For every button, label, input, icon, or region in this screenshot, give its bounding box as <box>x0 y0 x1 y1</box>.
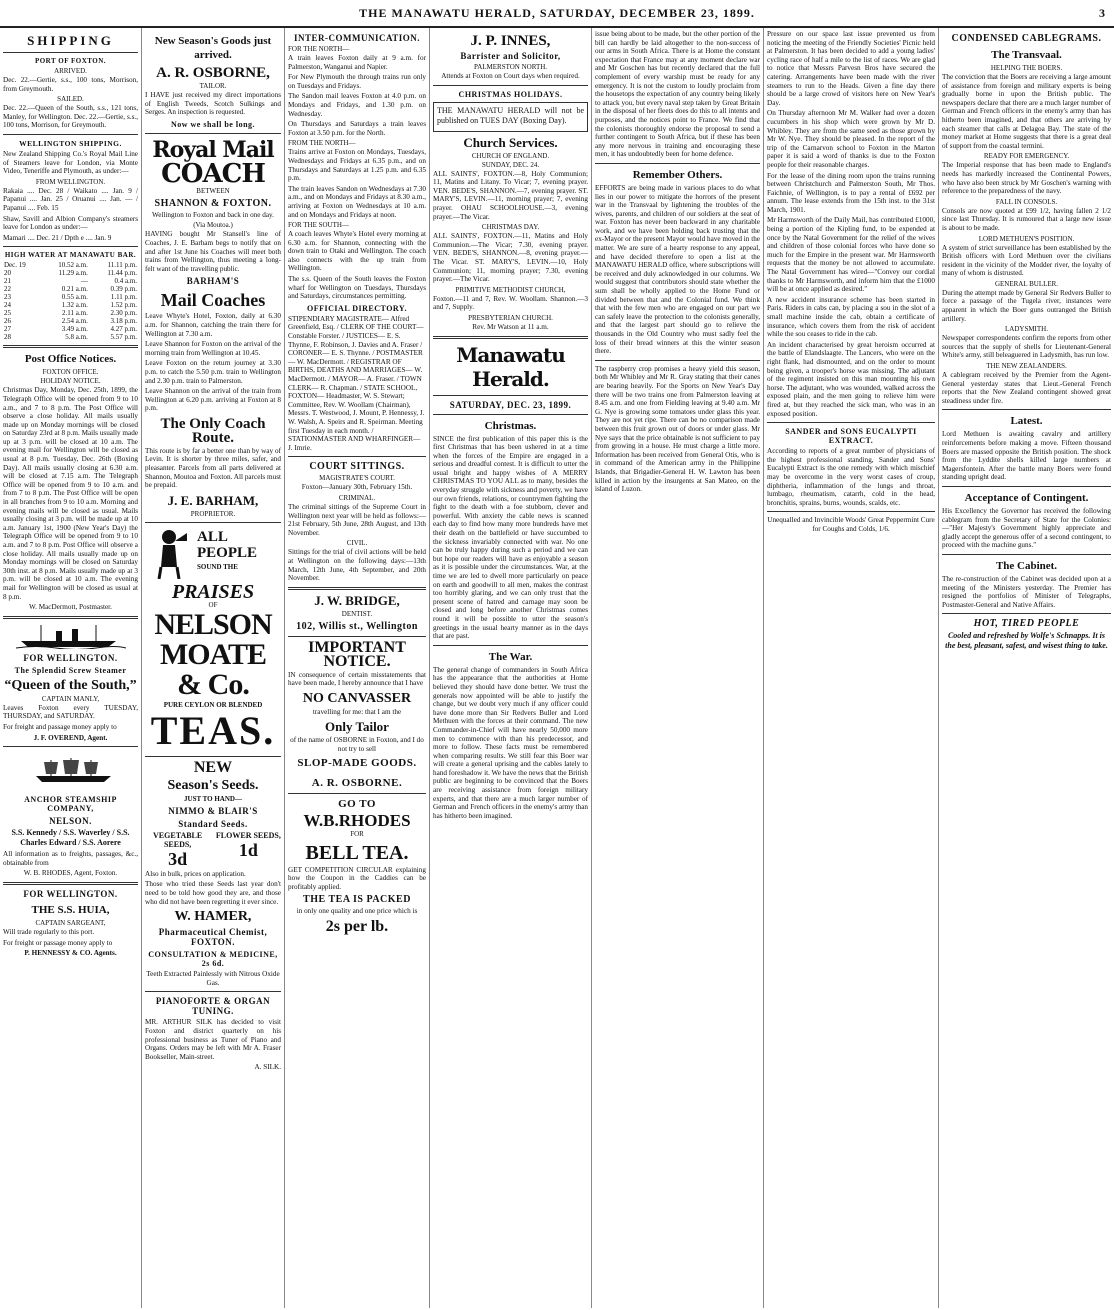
inter-heading: INTER-COMMUNICATION. <box>293 33 421 43</box>
column-6 <box>764 28 939 1308</box>
between-label: BETWEEN <box>196 186 230 195</box>
north-4: On Thursdays and Saturdays a train leaves Foxton at 3.50 p.m. for the North. <box>288 120 426 137</box>
slop-made: SLOP-MADE GOODS. <box>297 756 417 769</box>
nzers-text: A cablegram received by the Premier from the Agent-General yesterday states that Lieut.-General French reports that the New Zealand contingent showed great steadiness under fire. <box>942 371 1111 405</box>
holidays-heading: CHRISTMAS HOLIDAYS. <box>458 89 563 99</box>
war-heading: The War. <box>488 650 533 663</box>
mail-coach-3: Leave Foxton on the return journey at 3.30 p.m. to catch the 5.50 p.m. train to Wellington and 2.30 p.m. train to Palmerston. <box>145 359 281 385</box>
christmas-text: SINCE the first publication of this paper this is the first Christmas that has been ushered in at a time when the forces of the Empire are engaged in a serious and dreadful contest. It is difficult to utter the usual bright and happy wishes of A MERRY CHRISTMAS TO YOU ALL as to many, besides the everyday struggle with sickness and poverty, we have our own friends, relations, or countrymen fighting the fight to the death with a foe stubborn, clever and powerful. With anxiety the cable news is scanned each day to find how many more hundreds have met their death on the battlefield or have succumbed to the sickness invariably connected with war. No one can be truly happy during such a period and we can but hope our readers will have as enjoyable a season as it is possible under the circumstances. War, at the time we are led to dwell more particularly on peace on earth and goodwill to all men, makes the contrast too horribly glaring, and we can only trust that the present scene of hatred and carnage may soon be closed and long before another Christmas comes round it will be possible to utter the season's greetings in the usual hearty manner as in the days that are past. <box>433 434 588 641</box>
page-number: 3 <box>1099 6 1106 20</box>
tide-cell: 2.30 p.m. <box>110 309 137 318</box>
ladysmith-label: LADYSMITH. <box>1005 325 1048 334</box>
tide-cell: 27 <box>4 325 11 334</box>
consols-text: Consols are now quoted at £99 1/2, having fallen 2 1/2 since last Thursday. It is rumoured that a large new issue is about to be made. <box>942 206 1111 232</box>
from-north-2: The train leaves Sandon on Wednesdays at 7.30 a.m., and on Mondays and Fridays at 8.30 a.m., arriving at Foxton on Wednesdays at 10 a.m. and on Mondays and Fridays at noon. <box>288 184 426 219</box>
teeth-text: Teeth Extracted Painlessly with Nitrous Oxide Gas. <box>146 970 280 987</box>
col6-text-5: A new accident insurance scheme has been started in Paris. Riders in cabs can, by placing a sou in the slot of a small machine inside the cab, obtain a certificate of insurance, which covers them from the risk of accident while the sou ceases to ride in the cab. <box>767 295 935 339</box>
chemist-label: Pharmaceutical Chemist, FOXTON. <box>158 927 268 948</box>
church-heading: Church Services. <box>463 134 558 150</box>
mail-coach-1: Leave Whyte's Hotel, Foxton, daily at 6.30 a.m. for Shannon, catching the train there for Wellington at 7.30 a.m. <box>145 312 281 338</box>
herald-nameplate: Manawatu Herald. <box>456 342 565 391</box>
sanders-text: According to reports of a great number of physicians of the highest professional standing, Sander and Sons' Eucalypti Extract is the one remedy with which mischief may be overcome in the very worst cases of croup, diphtheria, inflammation of the lungs and throat, lumbago, rheumatism, catarrh, cold in the head, bronchitis, sprains, burns, wounds, scalds, etc. <box>767 447 935 507</box>
col6-text-3: For the lease of the dining room upon the trains running between Christchurch and Palmerston South, Mr Thos. Faichnie, of Wellington, is to pay a rental of £692 per annum. The lease extends from the 15th inst. to the 31st March, 1901. <box>767 171 935 214</box>
civil-text: Sittings for the trial of civil actions will be held at Wellington on the following days:—13th March, 12th June, 4th September, and 20th November. <box>288 548 426 583</box>
column-7 <box>939 28 1114 1308</box>
col6-text-2: On Thursday afternoon Mr M. Walker had over a dozen cucumbers in his shop which were grown by Mr D. Whibley. They are from the same seed as those grown by Mr W. Nye. They should be pleased. In the report of the trip of the Carnarvon school to Foxton in the Marton paper it is said a word of thanks is due to the Foxton people for their reasonable charges. <box>767 109 935 169</box>
important-text: IN consequence of certain misstatements that have been made, I hereby announce that I have <box>288 670 426 688</box>
cabinet-heading: The Cabinet. <box>995 559 1058 572</box>
consols-label: FALL IN CONSOLS. <box>995 197 1058 206</box>
go-to: GO TO <box>338 797 376 810</box>
remember-heading: Remember Others. <box>632 168 723 181</box>
barham-name: J. E. BARHAM, <box>167 492 259 508</box>
tide-cell: 11.11 p.m. <box>107 261 137 270</box>
competition-text: GET COMPETITION CIRCULAR explaining how the Coupon in the Caddies can be profitably applied. <box>288 865 426 891</box>
osborne-text: I HAVE just received my direct importations of English Tweeds, Scotch Sulkings and Serges. An inspection is requested. <box>145 91 281 117</box>
price-per-lb: 2s per lb. <box>325 918 389 936</box>
tide-cell: 23 <box>4 293 11 302</box>
innes-name: J. P. INNES, <box>470 33 551 49</box>
from-north-label: FROM THE NORTH— <box>288 139 356 148</box>
vegetable-seeds: VEGETABLE SEEDS, <box>153 830 203 849</box>
tide-cell: 11.44 p.m. <box>107 269 137 278</box>
court-heading: COURT SITTINGS. <box>309 461 405 473</box>
ships-list-2: Mamari .... Dec. 21 / Dpth e .... Jan. 9 <box>3 233 112 242</box>
from-wellington-label: FROM WELLINGTON. <box>35 177 106 186</box>
from-north-1: Trains arrive at Foxton on Mondays, Tuesdays, Wednesdays and Fridays at 6.35 p.m., and on Thursdays and Saturdays at 1.25 p.m. and 6.35 p.m. <box>288 148 426 183</box>
mail-coaches-heading: Mail Coaches <box>160 290 266 311</box>
nelson-moate: NELSON MOATE & Co. <box>154 607 272 701</box>
civil-label: CIVIL. <box>346 539 368 548</box>
presby-text: Rev. Mr Watson at 11 a.m. <box>472 322 549 331</box>
tide-cell: — <box>80 277 88 286</box>
tide-row <box>3 269 138 277</box>
high-water-heading: HIGH WATER AT MANAWATU BAR. <box>4 251 137 260</box>
tide-cell: 21 <box>4 277 11 286</box>
tide-cell: 25 <box>4 309 11 318</box>
osborne-name: A. R. OSBORNE, <box>156 65 270 81</box>
christmas-day-services: ALL SAINTS', FOXTON.—11, Matins and Holy Communion.—The Vicar; 7.30, evening prayer. VEN. BEDE'S, SHANNON.—8, evening prayer.—The Vicar. ST. MARY'S, LEVIN.—10, Holy Communion; 11, morning prayer; 7.30, evening prayer.—The Vicar. <box>433 232 588 284</box>
sailing-ship-illustration <box>16 751 126 791</box>
north-1: A train leaves Foxton daily at 9 a.m. for Palmerston, Wanganui and Napier. <box>288 54 426 71</box>
standard-seeds: Standard Seeds. <box>178 818 248 829</box>
tide-cell: 2.11 a.m. <box>62 309 88 318</box>
new-goods-heading: New Season's Goods just arrived. <box>154 35 272 61</box>
tide-cell: 0.39 p.m. <box>110 285 137 294</box>
packed-heading: THE TEA IS PACKED <box>303 894 411 906</box>
just-to-hand: JUST TO HAND— <box>184 794 242 803</box>
shaw-text: Shaw, Savill and Albion Company's steamers leave for London as under:— <box>3 214 138 232</box>
column-4 <box>430 28 592 1308</box>
pure-ceylon: PURE CEYLON OR BLENDED <box>163 700 263 709</box>
tide-cell: 26 <box>4 317 11 326</box>
tide-cell: Dec. 19 <box>4 261 26 270</box>
flower-seeds: FLOWER SEEDS, <box>215 830 281 840</box>
seed-prices <box>145 831 281 870</box>
tailor-label: TAILOR. <box>199 82 227 90</box>
col6-text-1: Pressure on our space last issue prevented us from noticing the meeting of the Friendly Societies' Picnic held at Palmerston. It has been decided to add a young ladies' cycling race of half a mile to the list of races. We are glad to notice that Messrs Parvesn Bros have secured the catering. Arrangements have been made with the river steamers to run to the Heads. Given a fine day there should be a large crowd of visitors here on New Year's Day. <box>767 30 935 107</box>
only-coach-text: This route is by far a better one than by way of Levin. It is shorter by three miles, safer, and pleasanter. Parcels from all parts delivered at Shannon, Moutoa and Foxton. All parcels must be prepaid. <box>145 446 281 490</box>
tide-cell: 2.54 a.m. <box>61 317 88 326</box>
for-north-label: FOR THE NORTH— <box>288 45 350 53</box>
issue-date: SATURDAY, DEC. 23, 1899. <box>449 399 572 410</box>
christmas-heading: Christmas. <box>484 419 537 432</box>
column-2 <box>142 28 285 1308</box>
agent-overend: J. F. OVEREND, Agent. <box>33 733 108 742</box>
tide-cell: 5.8 a.m. <box>65 333 88 342</box>
seasons-seeds: Season's Seeds. <box>167 777 259 793</box>
sanders-heading: SANDER and SONS EUCALYPTI EXTRACT. <box>785 427 917 446</box>
hot-tired-text: Cooled and refreshed by Wolfe's Schnapps. It is the best, pleasant, safest, and wisest thing to take. <box>945 631 1108 651</box>
holiday-notice-box <box>433 102 588 132</box>
holiday-notice-label: HOLIDAY NOTICE. <box>40 377 101 386</box>
tide-cell: 4.27 p.m. <box>110 325 137 334</box>
trumpeter-illustration <box>149 527 189 579</box>
coe-label: CHURCH OF ENGLAND. <box>471 151 550 160</box>
post-office-heading: Post Office Notices. <box>24 353 117 366</box>
for-word: FOR <box>350 829 364 838</box>
captain-label-2: CAPTAIN SARGEANT, <box>35 918 106 927</box>
silk-sig: A. SILK. <box>254 1063 281 1072</box>
presby-label: PRESBYTERIAN CHURCH. <box>468 313 553 322</box>
ships-list-1: Rakaia .... Dec. 28 / Waikato .... Jan. 9 / Papanui .... Jan. 25 / Oruanui .... Jan. — / Papanui .... Feb. 15 <box>3 186 138 212</box>
tide-row <box>3 317 138 325</box>
war-text: The general change of commanders in South Africa has the appearance that the authorities at Home believed they should have done better. We trust the generals now appointed will be able to justify the change, but we doubt very much if any officer could have done more than Sir Redvers Buller and Lord Methuen with the forces at their command. The new Commander-in-Chief will have nearly 50,000 more men to commence with than his predecessor, and more to follow. These facts must be remembered when comparing results. We still fear this Boer war will create a general uprising and the cables lately to hand foreshadow it. We have the news that the British public are beginning to be convinced that the Boers are receiving assistance from foreign military experts, and that there are a much larger number of German and French officers in the enemy's army than has hitherto been imagined. <box>433 665 588 820</box>
coach-text-2: HAVING bought Mr Stansell's line of Coaches, J. E. Barham begs to notify that on and after 1st June his Coaches will meet both trains from Wellington, thus meeting a long-felt want of the travelling public. <box>145 230 281 273</box>
tide-row <box>3 301 138 309</box>
north-3: The Sandon mail leaves Foxton at 4.0 p.m. on Mondays and Fridays, and 1.30 p.m. on Wednesday. <box>288 92 426 118</box>
arrived-heading: ARRIVED. <box>54 67 87 75</box>
consultation-label: CONSULTATION & MEDICINE, 2s 6d. <box>148 950 278 969</box>
tide-row <box>3 285 138 293</box>
official-directory: STIPENDIARY MAGISTRATE— Alfred Greenfield, Esq. / CLERK OF THE COURT— Constable Forster. / JUSTICES— E. S. Thynne, F. Robinson, J. Davies and A. Fraser / CORONER— E. S. Thynne. / POSTMASTER— W. MacDermott. / REGISTRAR OF BIRTHS, DEATHS AND MARRIAGES— W. MacDermott. / MAYOR— A. Fraser. / TOWN CLERK— R. Chapman. / STATE SCHOOL, FOXTON— Headmaster, W. S. Stewart; Committee, Rev. W. Woollam (Chairman), Messrs. T. Westwood, J. Mount, P. Hennessy, J. W. Walsh, A. Speirs and R. Speirman. Meeting first Tuesday in each month. / STATIONMASTER AND WHARFINGER— J. Imrie. <box>288 314 425 452</box>
court-text: Foxton—January 30th, February 15th. <box>301 483 413 492</box>
bulk-text: Also in bulk, prices on application. <box>145 869 246 878</box>
tide-row <box>3 277 138 285</box>
holiday-text: Christmas Day, Monday, Dec. 25th, 1899, the Telegraph Office will be opened from 9 to 10 a.m., and 7 to 8 p.m. The Post Office will observe a close holiday. All mails usually made up on Monday mornings will be closed on Saturday 23rd at 8 p.m. Mails usually made up at 3 p.m. will be closed at 10 a.m. The evening mail for Wellington will be closed as usual at 8 p.m. Tuesday, Dec. 26th (Boxing Day). All mails usually closing at 6.30 a.m. will be closed at 7.15 a.m. The Telegraph Office will be opened from 9 to 10 a.m. and from 7 to 8 p.m. The Post Office will be open in all branches from 9 to 10 a.m. Morning and evening mails will be closed as usual. Mails usually closing at 3 p.m. will be made up at 10 a.m. January 1st, 1900 (New Year's Day) the Telegraph Office will be opened from 9 to 10 a.m. and 7 to 8 p.m. Post Office will observe a close holiday. All mails usually made up on Monday mornings will be closed on Saturday 30th inst. at 8 p.m. Mails usually made up at 3 p.m. will be closed at 10 a.m. The evening mail for Wellington will be closed as usual at 8 p.m. <box>3 386 138 601</box>
postmaster-sig: W. MacDermott, Postmaster. <box>29 603 112 612</box>
tide-cell: 24 <box>4 301 11 310</box>
leaves-text: Leaves Foxton every TUESDAY, THURSDAY, and SATURDAY. <box>3 703 138 721</box>
tide-cell: 10.52 a.m. <box>58 261 88 270</box>
royal-mail: Royal Mail <box>152 136 274 163</box>
col5-text-1: issue being about to be made, but the other portion of the bill can hardly be laid altogether to the non-success of our arms in South Africa. There is at Home the constant expectation that France may at any moment declare war and Mr Goschen has but recently declared that the full complement of every warship must be ready for any emergency. It is not the custom to loudly proclaim from the housetops the expectation of any country being likely to attack you, but every naval step taken by Great Britain in the disposal of her fleets does do this to all intents and purposes, and the notices point to France. We find that the colonists thoroughly endorse the proposal to send a further contingent to South Africa, but if these has been any more nervous in training and encouraging these men, it has undoubtedly been for home defence. <box>595 30 760 159</box>
methuen-text: A system of strict surveillance has been established by the British officers with Lord Methuen over the civilians resident in the vicinity of the Modder river, the loyalty of many of whom is distrusted. <box>942 243 1111 278</box>
nzers-label: THE NEW ZEALANDERS. <box>986 362 1067 371</box>
holidays-text: THE MANAWATU HERALD will not be published on TUES DAY (Boxing Day). <box>437 105 584 125</box>
nzsc-text: New Zealand Shipping Co.'s Royal Mail Line of Steamers leave for London, via Monte Video, Teneriffe and Plymouth, as under:— <box>3 149 138 176</box>
important-heading: IMPORTANT NOTICE. <box>308 638 406 670</box>
price-1d: 1d <box>238 839 258 860</box>
bulk-text-2: Those who tried these Seeds last year don't need to be told how good they are, and those who did not have been regretting it ever since. <box>145 880 281 906</box>
foxton-office-label: FOXTON OFFICE. <box>42 368 99 377</box>
freight-text: For freight and passage money apply to <box>3 722 117 731</box>
freight-text-2: For freight or passage money apply to <box>3 938 113 947</box>
column-5 <box>592 28 764 1308</box>
only-coach-heading: The Only Coach Route. <box>160 415 266 446</box>
buller-label: GENERAL BULLER. <box>994 279 1059 288</box>
nelson-label: NELSON. <box>49 816 92 827</box>
primitive-label: PRIMITIVE METHODIST CHURCH, <box>455 285 566 294</box>
tide-table <box>3 261 138 341</box>
tide-cell: 0.21 a.m. <box>61 285 88 294</box>
tide-cell: 0.4 a.m. <box>114 277 137 286</box>
tide-cell: 11.29 a.m. <box>58 269 88 278</box>
agent-rhodes: W. B. RHODES, Agent, Foxton. <box>23 869 118 878</box>
helping-label: HELPING THE BOERS. <box>990 64 1063 72</box>
christmas-day-label: CHRISTMAS DAY. <box>481 223 540 232</box>
arrived-text: Dec. 22.—Gertie, s.s., 100 tons, Morrison, from Greymouth. <box>3 76 138 93</box>
packed-text: in only one quality and one price which is <box>296 907 418 916</box>
huia-heading: THE S.S. HUIA, <box>31 903 110 916</box>
criminal-text: The criminal sittings of the Supreme Court in Wellington next year will be held as follows:—21st February, 5th June, 28th August, and 13th November. <box>288 502 426 537</box>
south-2: The s.s. Queen of the South leaves the Foxton wharf for Wellington on Tuesdays, Thursdays and Saturdays, circumstances permitting. <box>288 275 426 301</box>
cabinet-text: The re-construction of the Cabinet was decided upon at a meeting of the Ministers yesterday. The Premier has resigned the portfolios of Minister of Telegraphs, Postmaster-General and Native Affairs. <box>942 574 1111 609</box>
splendid-label: The Splendid Screw Steamer <box>14 665 127 675</box>
silk-text: MR. ARTHUR SILK has decided to visit Foxton and district quarterly on his professional business as Tuner of Piano and Organs. Orders may be left with Mr A. Fraser Bookseller, Main-street. <box>145 1018 281 1061</box>
sunday-services: ALL SAINTS', FOXTON.—8, Holy Communion; 11, Matins and Litany. To Vicar; 7, evening prayer. VEN. BEDE'S, SHANNON.—7, evening prayer. ST. MARY'S, LEVIN.—11, morning prayer; 7, evening prayer. OHAU SCHOOLHOUSE.—3, evening prayer.—The Vicar. <box>433 169 588 221</box>
helping-text: The conviction that the Boers are receiving a large amount of assistance from foreign and military experts is being gradually borne in upon the British public. The newspapers declare that there are a much larger number of German and French officers in the enemy's army than has hitherto been imagined, and that others are arriving by each steamer that calls at Delagoa Bay. The state of the money market at Home suggests that there is a great deal of support from the coastal termini. <box>942 73 1111 150</box>
col6-text-6: An incident characterised by great heroism occurred at the battle of Elandslaagte. The Lancers, who were on the right flank, had dismounted, and on the order to mount being given, a trooper's horse was missing. The adjutant of the regiment insisted on this man mounting his own horse. The adjutant, who was wounded, walked across the exposed plain, and the men going to relieve him were fired at, but they reached the sick man, who was in an exposed position. <box>767 340 935 418</box>
condensed-heading: CONDENSED CABLEGRAMS. <box>951 33 1102 44</box>
tide-cell: 20 <box>4 269 11 278</box>
col6-text-4: Mr Harmsworth of the Daily Mail, has contributed £1000, being a portion of the Kipling fund, to be expended at once by the Natal Government for the relief of the wives and children of those colonial forces who have done so much for the Empire in the present war. Mr Harmsworth requests that the money be not allowed to accumulate. The Natal Government has wired—"Convey our cordial thanks to Mr Harmsworth, and inform him that the £1000 will be at once applied as desired." <box>767 216 935 294</box>
nimmo-blair: NIMMO & BLAIR'S <box>168 805 258 816</box>
teas-word: TEAS. <box>150 707 276 753</box>
column-1 <box>0 28 142 1308</box>
bell-tea: BELL TEA. <box>305 841 409 864</box>
hot-tired-heading: HOT, TIRED PEOPLE <box>973 618 1080 630</box>
agent-hennessy: P. HENNESSY & CO. Agents. <box>24 949 117 958</box>
tide-cell: 22 <box>4 285 11 294</box>
tide-cell: 3.49 a.m. <box>61 325 88 334</box>
steamship-illustration <box>16 623 126 649</box>
column-3 <box>285 28 430 1308</box>
only-tailor: Only Tailor <box>325 719 389 735</box>
bridge-name: J. W. BRIDGE, <box>314 592 400 608</box>
tide-row <box>3 333 138 341</box>
remember-text: EFFORTS are being made in various places to do what lies in our power to mitigate the horrors of the present war in the Transvaal by lightening the troubles of the wives, parents, and children of our soldiers at the seat of war. Foxton has never been backward in any charitable work, and we have been holding back trusting that the ex-Mayor or the present Mayor would have moved in the matter. We are sure of a hearty response to any appeal, and have decided therefore to open a list at the MANAWATU HERALD office, where subscriptions will be received and duly acknowledged in our columns. We would suggest that contributors should state whether the sum shall be wholly applied to the Home Fund or divided between that and the Colonial fund. We think that with the few men who are engaged on our part we can safely leave the protection to the colonists generally, and that the largest part should go to relieve the thousands in the Old Country who must sadly feel the loss of their bread winners at this the winter season there. <box>595 183 760 356</box>
for-south-label: FOR THE SOUTH— <box>288 221 349 230</box>
proprietor-label: PROPRIETOR. <box>190 509 236 518</box>
official-heading: OFFICIAL DIRECTORY. <box>307 303 407 313</box>
tide-cell: 3.18 p.m. <box>110 317 137 326</box>
piano-heading: PIANOFORTE & ORGAN TUNING. <box>155 996 271 1017</box>
acceptance-heading: Acceptance of Contingent. <box>964 491 1089 504</box>
all-people-block <box>145 527 281 581</box>
shipping-heading: SHIPPING <box>27 33 114 48</box>
tide-row <box>3 293 138 301</box>
ready-text: The Imperial response that has been made to England's needs has markedly increased the Continental Powers, who have also been struck by Mr Goschen's warning with reference to the preparedness of the navy. <box>942 161 1111 196</box>
osborne-sig: A. R. OSBORNE. <box>311 776 403 789</box>
ready-label: READY FOR EMERGENCY. <box>983 152 1070 161</box>
willis-address: 102, Willis st., Wellington <box>296 620 418 632</box>
tide-cell: 0.55 a.m. <box>61 293 88 302</box>
tide-row <box>3 309 138 317</box>
hamer-name: W. HAMER, <box>174 909 252 925</box>
via-moutoa: (Via Moutoa.) <box>193 221 233 230</box>
sound-the: SOUND THE <box>197 562 238 571</box>
of-word: OF <box>208 600 218 609</box>
acceptance-text: His Excellency the Governor has received the following cablegram from the Secretary of State for the Colonies:—"Her Majesty's Government highly appreciate and gladly accept the generous offer of a second contingent, to proceed with the machine guns." <box>942 506 1111 550</box>
sailed-text: Dec. 22.—Queen of the South, s.s., 121 tons, Manley, for Wellington. Dec. 22.—Gertie, s.s., 100 tons, Morrison, for Greymouth. <box>3 104 138 130</box>
mail-coach-2: Leave Shannon for Foxton on the arrival of the morning train from Wellington at 10.45. <box>145 340 281 357</box>
barhams-label: BARHAM'S <box>186 276 240 287</box>
attends-text: Attends at Foxton on Court days when required. <box>441 72 580 80</box>
barrister-label: Barrister and Solicitor, <box>460 51 561 61</box>
primitive-text: Foxton.—11 and 7, Rev. W. Woollam. Shannon.—3 and 7, Supply. <box>433 294 588 312</box>
no-canvasser-text: travelling for me: that I am the <box>312 707 402 716</box>
anchor-info: All information as to freights, passages, &c., obtainable from <box>3 850 138 867</box>
south-1: A coach leaves Whyte's Hotel every morning at 6.30 a.m. for Shannon, connecting with the down train to Otaki and Wellington. The coach also connects with the up train from Wellington. <box>288 230 426 273</box>
palmerston-label: PALMERSTON NORTH. <box>473 63 548 71</box>
tide-cell: 1.11 p.m. <box>110 293 137 302</box>
tide-row <box>3 261 138 269</box>
huia-trade: Will trade regularly to this port. <box>3 927 95 936</box>
only-tailor-text: of the name of OSBORNE in Foxton, and I do not try to sell <box>290 736 424 754</box>
buller-text: During the attempt made by General Sir Redvers Buller to force a passage of the Tugela river, instances were apparent in which the Boer guns outranged the British artillery. <box>942 288 1111 323</box>
queen-of-south: “Queen of the South,” <box>4 677 137 693</box>
new-label: NEW <box>193 758 233 776</box>
for-wellington-heading-2: FOR WELLINGTON. <box>23 888 118 899</box>
shannon-foxton: SHANNON & FOXTON. <box>154 197 272 209</box>
ladysmith-text: Newspaper correspondents confirm the reports from other sources that the supply of shells for Lieutenant-General White's army, still beleaguered in Ladysmith, has run low. <box>942 334 1111 360</box>
transvaal-heading: The Transvaal. <box>991 49 1062 61</box>
masthead-title: THE MANAWATU HERALD, SATURDAY, DECEMBER 23, 1899. <box>359 6 755 20</box>
sunday-label: SUNDAY, DEC. 24. <box>481 160 540 169</box>
shaw-line: Now we shall be long. <box>170 119 256 129</box>
praises-word: PRAISES <box>171 580 255 603</box>
rhodes-name: W.B.RHODES <box>303 810 411 830</box>
col5-text-2: The raspberry crop promises a heavy yield this season, both Mr Whibley and Mr R. Gray stating that their canes are bearing heavily. For the Sports on New Year's Day there will be two trains one from Palmerston leaving at 8.45 a.m. and one from Fielding leaving at 9.40 a.m. Mr G. Nye is growing some tomatoes under glass this year. They are not yet ripe. There can be no comparison made between this fruit grown out of doors or under glass. Mr Nye says that the price obtainable is not sufficient to pay from growing in a house. He must charge a little more. Information has been received from General Otis, who is in command of the American army in the Philippine Islands, that Brigadier-General H. W. Lawton has been killed in action by the insurgents at San Mateo, on the island of Luzon. <box>595 364 760 494</box>
coach-text: Wellington to Foxton and back in one day. <box>152 210 274 219</box>
sailed-heading: SAILED. <box>57 95 84 104</box>
all-people-text: ALL PEOPLE <box>197 528 258 561</box>
tide-cell: 1.32 a.m. <box>61 301 88 310</box>
anchor-heading: ANCHOR STEAMSHIP COMPANY, <box>24 795 117 814</box>
tide-cell: 28 <box>4 333 11 342</box>
latest-text: Lord Methuen is awaiting cavalry and artillery reinforcements before making a move. Fifteen thousand Boers are massed opposite the British position. The shock from the Lyddite shells killed large numbers at Magersfontein. After the battle many Boers were found standing upright dead. <box>942 430 1111 482</box>
coach-word: COACH <box>161 158 265 189</box>
latest-heading: Latest. <box>1010 415 1043 428</box>
port-heading: PORT OF FOXTON. <box>34 57 107 65</box>
north-2: For New Plymouth the through trains run only on Tuesdays and Fridays. <box>288 73 426 90</box>
wellington-shipping-heading: WELLINGTON SHIPPING. <box>19 138 122 148</box>
masthead <box>0 0 1114 28</box>
dentist-label: DENTIST. <box>341 609 373 618</box>
magistrate-label: MAGISTRATE'S COURT. <box>319 474 395 483</box>
for-wellington-heading: FOR WELLINGTON. <box>23 652 118 663</box>
captain-label: CAPTAIN MANLY, <box>41 694 100 703</box>
no-canvasser: NO CANVASSER <box>302 690 412 706</box>
methuen-label: LORD METHUEN'S POSITION. <box>978 234 1075 243</box>
criminal-label: CRIMINAL. <box>338 493 376 502</box>
tide-row <box>3 325 138 333</box>
peppermint-ad: Unequalled and Invincible Woods' Great Peppermint Cure for Coughs and Colds, 1/6. <box>767 516 935 533</box>
mail-coach-4: Leave Shannon on the arrival of the train from Wellington at 6.20 p.m. arriving at Foxton at 8 p.m. <box>145 387 281 413</box>
price-3d: 3d <box>168 848 188 869</box>
tide-cell: 5.57 p.m. <box>110 333 137 342</box>
tide-cell: 1.52 p.m. <box>110 301 137 310</box>
anchor-ships: S.S. Kennedy / S.S. Waverley / S.S. Charles Edward / S.S. Aorere <box>11 828 130 848</box>
